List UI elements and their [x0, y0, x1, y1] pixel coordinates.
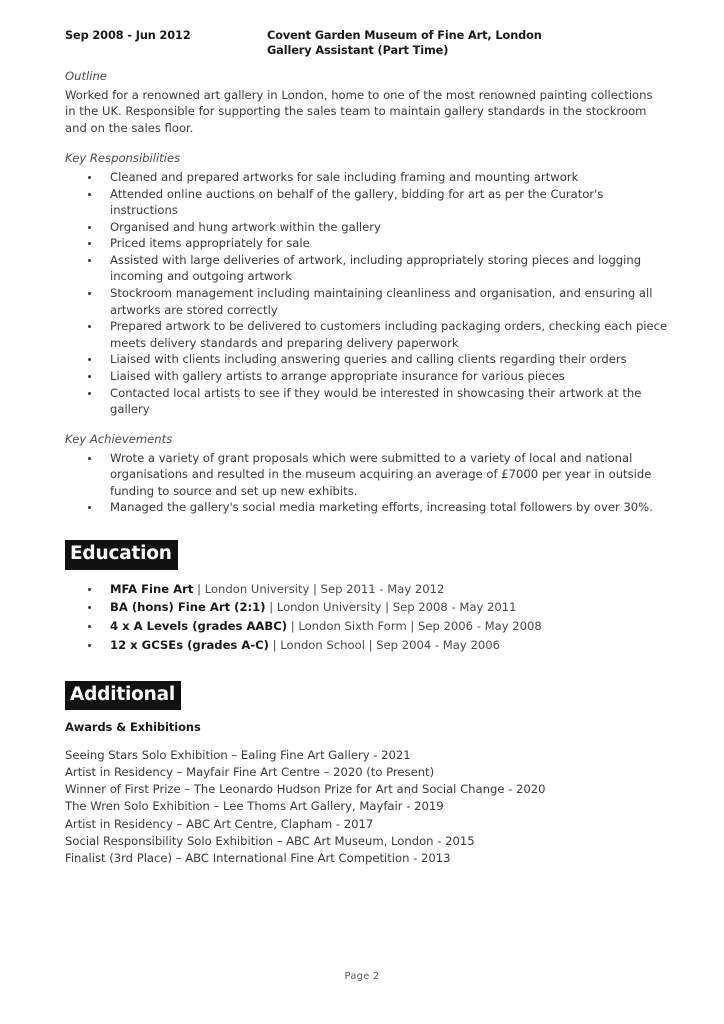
- education-details: | London School | Sep 2004 - May 2006: [268, 637, 500, 652]
- achievement-item: Managed the gallery's social media marketing efforts, increasing total followers by over 30%.: [65, 499, 670, 516]
- award-item: Social Responsibility Solo Exhibition – ABC Art Museum, London - 2015: [65, 833, 475, 848]
- responsibility-item: Assisted with large deliveries of artwork, including appropriately storing pieces and logging incoming and outgoing artwork: [65, 252, 670, 285]
- education-item: [65, 636, 670, 655]
- award-item: Finalist (3rd Place) – ABC International Fine Art Competition - 2013: [65, 850, 451, 865]
- responsibility-item: Liaised with gallery artists to arrange appropriate insurance for various pieces: [65, 368, 670, 385]
- education-heading: Education: [65, 540, 178, 570]
- education-section-header: [65, 540, 670, 570]
- additional-heading: Additional: [65, 681, 181, 711]
- award-item: The Wren Solo Exhibition – Lee Thoms Art Gallery, Mayfair - 2019: [65, 799, 444, 814]
- key-achievements-label: Key Achievements: [65, 431, 173, 446]
- education-item: [65, 617, 670, 636]
- awards-exhibitions-list: [65, 747, 670, 867]
- responsibility-item: Liaised with clients including answering queries and calling clients regarding their orders: [65, 351, 670, 368]
- responsibility-item: Prepared artwork to be delivered to customers including packaging orders, checking each piece meets delivery standards and preparing delivery paperwork: [65, 318, 670, 351]
- education-degree: 12 x GCSEs (grades A-C): [110, 637, 269, 652]
- responsibility-item: Organised and hung artwork within the gallery: [65, 219, 670, 236]
- award-item: Artist in Residency – ABC Art Centre, Clapham - 2017: [65, 816, 374, 831]
- award-item: Seeing Stars Solo Exhibition – Ealing Fine Art Gallery - 2021: [65, 748, 411, 763]
- education-item: [65, 598, 670, 617]
- key-responsibilities-label: Key Responsibilities: [65, 150, 181, 165]
- award-item: Artist in Residency – Mayfair Fine Art Centre – 2020 (to Present): [65, 765, 435, 780]
- education-details: | London Sixth Form | Sep 2006 - May 2008: [287, 619, 542, 634]
- outline-text: Worked for a renowned art gallery in London, home to one of the most renowned painting collections in the UK. Responsible for supporting the sales team to maintain gallery standards in the stockroom and on the sales floor.: [65, 87, 653, 136]
- education-item: [65, 580, 670, 599]
- education-details: | London University | Sep 2011 - May 2012: [193, 581, 445, 596]
- award-item: Winner of First Prize – The Leonardo Hudson Prize for Art and Social Change - 2020: [65, 782, 546, 797]
- responsibility-item: Attended online auctions on behalf of the gallery, bidding for art as per the Curator's instructions: [65, 186, 670, 219]
- experience-employer: Covent Garden Museum of Fine Art, London: [267, 29, 542, 42]
- experience-employer-block: [267, 28, 670, 59]
- experience-dates: Sep 2008 - Jun 2012: [65, 29, 191, 42]
- experience-job-title: Gallery Assistant (Part Time): [267, 44, 449, 58]
- education-details: | London University | Sep 2008 - May 2011: [265, 600, 517, 615]
- education-degree: MFA Fine Art: [110, 581, 194, 596]
- responsibility-item: Stockroom management including maintaining cleanliness and organisation, and ensuring all artworks are stored correctly: [65, 285, 670, 318]
- key-responsibilities-list: [65, 169, 670, 418]
- outline-label: Outline: [65, 68, 107, 83]
- responsibility-item: Priced items appropriately for sale: [65, 235, 670, 252]
- awards-exhibitions-subheading: Awards & Exhibitions: [65, 720, 201, 735]
- page-footer: Page 2: [344, 971, 380, 982]
- education-degree: 4 x A Levels (grades AABC): [110, 619, 288, 634]
- education-list: [65, 580, 670, 655]
- additional-section-header: [65, 681, 670, 711]
- key-achievements-list: [65, 450, 670, 516]
- education-degree: BA (hons) Fine Art (2:1): [110, 600, 266, 615]
- responsibility-item: Cleaned and prepared artworks for sale including framing and mounting artwork: [65, 169, 670, 186]
- responsibility-item: Contacted local artists to see if they would be interested in showcasing their artwork at the gallery: [65, 385, 670, 418]
- achievement-item: Wrote a variety of grant proposals which were submitted to a variety of local and national organisations and resulted in the museum acquiring an average of £7000 per year in outside funding to source and set up new exhibits.: [65, 450, 670, 500]
- experience-entry-header: [65, 28, 670, 59]
